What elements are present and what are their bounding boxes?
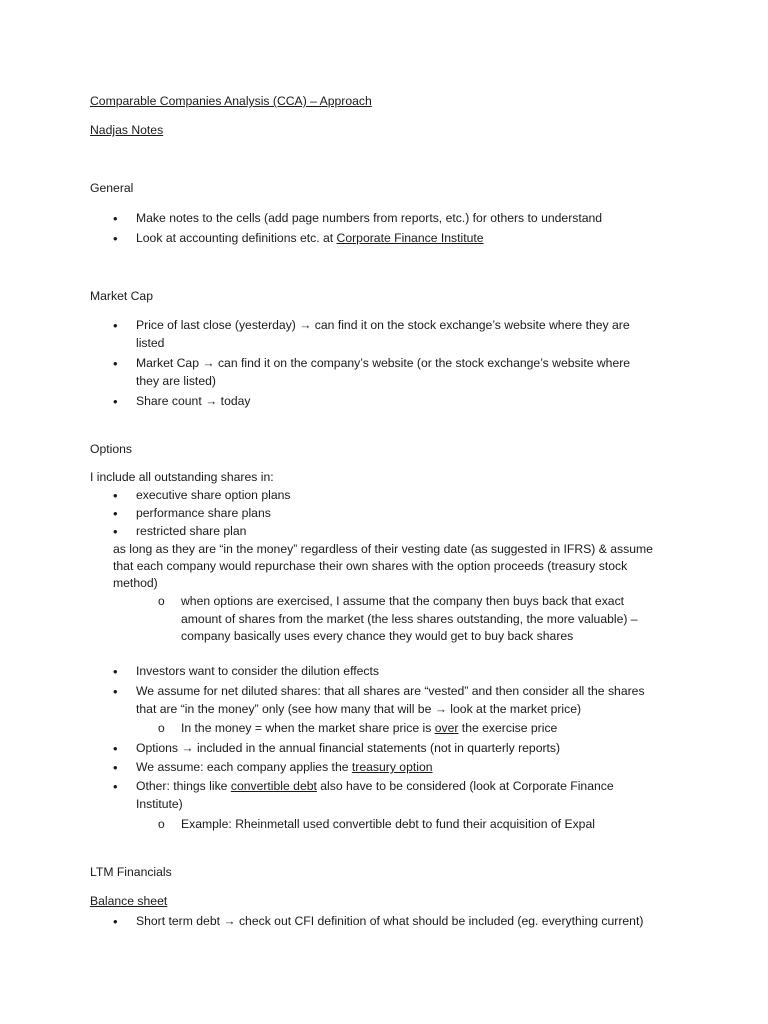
sub-list-item-continuation: amount of shares from the market (the less shares outstanding, the more valuable) – [181,612,638,626]
list-item-text: also have to be considered (look at Corporate Finance [316,779,614,793]
section-heading-market-cap: Market Cap [90,289,153,303]
bullet-icon: • [113,231,118,246]
bullet-icon: • [113,524,118,539]
list-item: restricted share plan [136,524,247,538]
list-item: Share count → today [136,394,251,408]
list-item: Make notes to the cells (add page numbers from reports, etc.) for others to understand [136,211,603,225]
bullet-icon: • [113,506,118,521]
section-heading-options: Options [90,442,133,456]
bullet-icon: • [113,760,118,775]
cfi-link[interactable]: Corporate Finance Institute [336,231,484,245]
subheading-balance-sheet: Balance sheet [90,894,168,908]
section-heading-ltm-financials: LTM Financials [90,865,172,879]
paragraph-line: method) [113,576,158,590]
emphasis-over: over [434,721,459,735]
bullet-icon: • [113,394,118,409]
sub-list-item: when options are exercised, I assume that the company then buys back that exact [181,594,625,608]
document-subtitle: Nadjas Notes [90,123,164,137]
options-intro: I include all outstanding shares in: [90,470,274,484]
list-item [136,778,614,796]
sub-bullet-icon: o [158,594,165,608]
list-item-continuation: Institute) [136,797,183,811]
list-item [136,230,484,248]
sub-list-item: Example: Rheinmetall used convertible debt to fund their acquisition of Expal [181,817,595,831]
sub-bullet-icon: o [158,721,165,735]
list-item: performance share plans [136,506,271,520]
sub-bullet-icon: o [158,817,165,831]
list-item-continuation: listed [136,336,165,350]
list-item-text: Other: things like [136,779,231,793]
treasury-option-link[interactable]: treasury option [351,760,433,774]
list-item: Investors want to consider the dilution effects [136,664,379,678]
sub-list-item-text: the exercise price [458,721,558,735]
document-title: Comparable Companies Analysis (CCA) – Approach [90,94,372,108]
list-item-text: Look at accounting definitions etc. at [136,231,337,245]
paragraph-line: as long as they are “in the money” regardless of their vesting date (as suggested in IFRS) & assume [113,542,653,556]
sub-list-item [181,720,557,738]
bullet-icon: • [113,318,118,333]
sub-list-item-text: In the money = when the market share price is [181,721,435,735]
paragraph-line: that each company would repurchase their own shares with the option proceeds (treasury stock [113,559,628,573]
sub-list-item-continuation: company basically uses every chance they would get to buy back shares [181,629,574,643]
list-item [136,759,433,777]
list-item: Short term debt → check out CFI definition of what should be included (eg. everything current) [136,914,644,928]
bullet-icon: • [113,356,118,371]
list-item: executive share option plans [136,488,291,502]
list-item-text: We assume: each company applies the [136,760,352,774]
section-heading-general: General [90,181,134,195]
bullet-icon: • [113,779,118,794]
list-item-continuation: they are listed) [136,374,216,388]
bullet-icon: • [113,488,118,503]
convertible-debt-link[interactable]: convertible debt [230,779,317,793]
list-item: We assume for net diluted shares: that all shares are “vested” and then consider all the shares [136,684,645,698]
bullet-icon: • [113,211,118,226]
list-item: Price of last close (yesterday) → can find it on the stock exchange’s website where they are [136,318,630,332]
list-item: Market Cap → can find it on the company’s website (or the stock exchange’s website where [136,356,631,370]
list-item-continuation: that are “in the money” only (see how many that will be → look at the market price) [136,702,582,716]
list-item: Options → included in the annual financial statements (not in quarterly reports) [136,741,561,755]
bullet-icon: • [113,684,118,699]
bullet-icon: • [113,741,118,756]
bullet-icon: • [113,914,118,929]
bullet-icon: • [113,664,118,679]
